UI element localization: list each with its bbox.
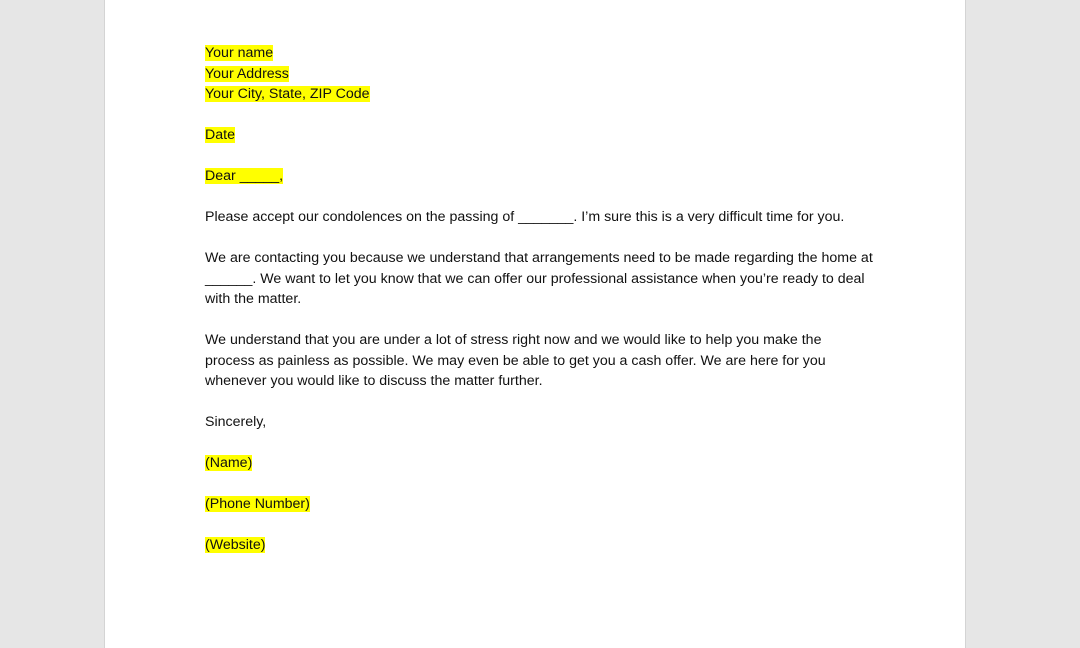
blank-line [205,105,875,126]
blank-line [205,187,875,208]
blank-line [205,146,875,167]
letter-date[interactable]: Date [205,127,235,143]
letter-body[interactable] [205,43,875,556]
signature-website[interactable]: (Website) [205,537,266,553]
salutation-line [205,166,875,187]
closing[interactable]: Sincerely, [205,414,267,430]
blank-line [205,228,875,249]
sender-address-line [205,64,875,85]
signature-name[interactable]: (Name) [205,455,253,471]
sender-name[interactable]: Your name [205,45,274,61]
sender-city-line [205,84,875,105]
paragraph-offer[interactable]: We understand that you are under a lot of stress right now and we would like to help you make the process as painless as possible. We may even be able to get you a cash offer. We are here for you whenever you would like to discuss the matter further. [205,332,826,389]
signature-phone[interactable]: (Phone Number) [205,496,310,512]
date-line [205,125,875,146]
signature-phone-line [205,494,875,515]
blank-line [205,474,875,495]
sender-name-line [205,43,875,64]
blank-line [205,433,875,454]
paragraph-condolences[interactable]: Please accept our condolences on the passing of _______. I’m sure this is a very difficult time for you. [205,209,845,225]
document-page[interactable] [104,0,966,648]
blank-line [205,515,875,536]
sender-address[interactable]: Your Address [205,65,289,82]
blank-line [205,392,875,413]
blank-line [205,310,875,331]
sender-city-state-zip[interactable]: Your City, State, ZIP Code [205,86,370,102]
salutation[interactable]: Dear _____, [205,168,284,184]
signature-name-line [205,453,875,474]
signature-website-line [205,535,875,556]
paragraph-arrangements[interactable]: We are contacting you because we understand that arrangements need to be made regarding the home at ______. We want to let you know that we can offer our professional assistance when you’re ready to deal with the matter. [205,250,873,307]
